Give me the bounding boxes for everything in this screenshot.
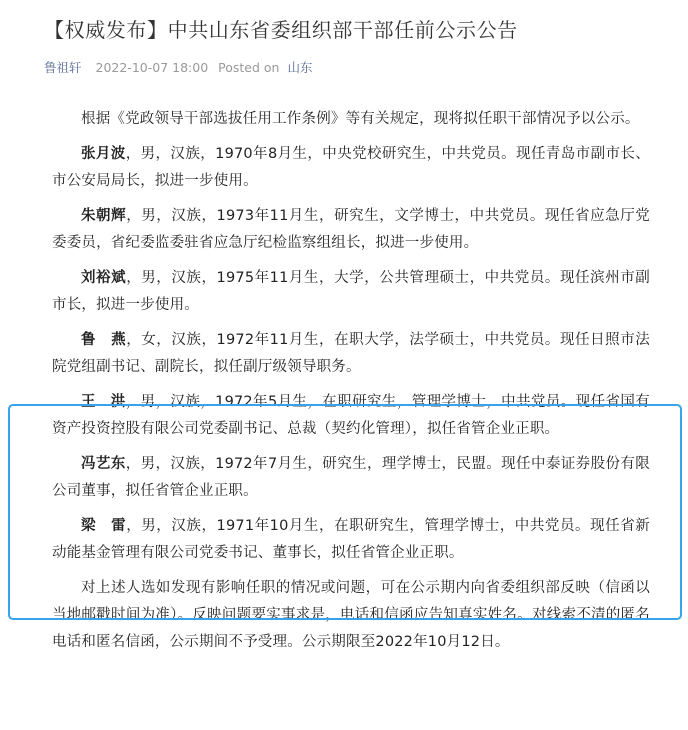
candidate-details: ，男，汉族，1970年8月生，中央党校研究生，中共党员。现任青岛市副市长、市公安局局长，拟进一步使用。	[52, 146, 650, 189]
candidate-details: ，男，汉族，1971年10月生，在职研究生，管理学博士，中共党员。现任省新动能基金管理有限公司党委书记、董事长，拟任省管企业正职。	[52, 518, 650, 561]
candidate-details: ，男，汉族，1972年7月生，研究生，理学博士，民盟。现任中泰证券股份有限公司董事，拟任省管企业正职。	[52, 456, 650, 499]
candidate-details: ，男，汉族，1975年11月生，大学，公共管理硕士，中共党员。现任滨州市副市长，拟进一步使用。	[52, 270, 650, 313]
author-link[interactable]: 鲁祖轩	[44, 60, 82, 75]
candidate-name: 鲁 燕	[81, 332, 127, 348]
candidate-name: 梁 雷	[81, 518, 127, 534]
candidate-details: ，男，汉族，1973年11月生，研究生，文学博士，中共党员。现任省应急厅党委委员，省纪委监委驻省应急厅纪检监察组组长，拟进一步使用。	[52, 208, 650, 251]
article-title: 【权威发布】中共山东省委组织部干部任前公示公告	[44, 18, 518, 42]
candidate-details: ，女，汉族，1972年11月生，在职大学，法学硕士，中共党员。现任日照市法院党组副书记、副院长，拟任副厅级领导职务。	[52, 332, 650, 375]
candidate-name: 冯艺东	[81, 456, 126, 472]
closing-paragraph: 对上述人选如发现有影响任职的情况或问题，可在公示期内向省委组织部反映（信函以当地邮戳时间为准）。反映问题要实事求是，电话和信函应告知真实姓名。对线索不清的匿名电话和匿名信函，公示期间不予受理。公示期限至2022年10月12日。	[52, 580, 650, 650]
candidate-paragraph	[52, 141, 650, 195]
posted-on-label: Posted on	[218, 60, 280, 75]
region-link[interactable]: 山东	[287, 60, 313, 75]
candidate-name: 张月波	[81, 146, 126, 162]
highlight-box	[8, 404, 682, 620]
intro-paragraph: 根据《党政领导干部选拔任用工作条例》等有关规定，现将拟任职干部情况予以公示。	[81, 111, 640, 127]
candidate-paragraph	[52, 265, 650, 319]
candidate-paragraph	[52, 203, 650, 257]
candidate-name: 刘裕斌	[81, 270, 127, 286]
publish-date: 2022-10-07 18:00	[95, 60, 209, 75]
candidate-name: 朱朝辉	[81, 208, 127, 224]
article-meta	[44, 58, 312, 76]
candidate-paragraph	[52, 327, 650, 381]
candidate-details: ，男，汉族，1972年5月生，在职研究生，管理学博士，中共党员。现任省国有资产投资控股有限公司党委副书记、总裁（契约化管理），拟任省管企业正职。	[52, 394, 650, 437]
candidate-name: 王 洪	[81, 394, 126, 410]
